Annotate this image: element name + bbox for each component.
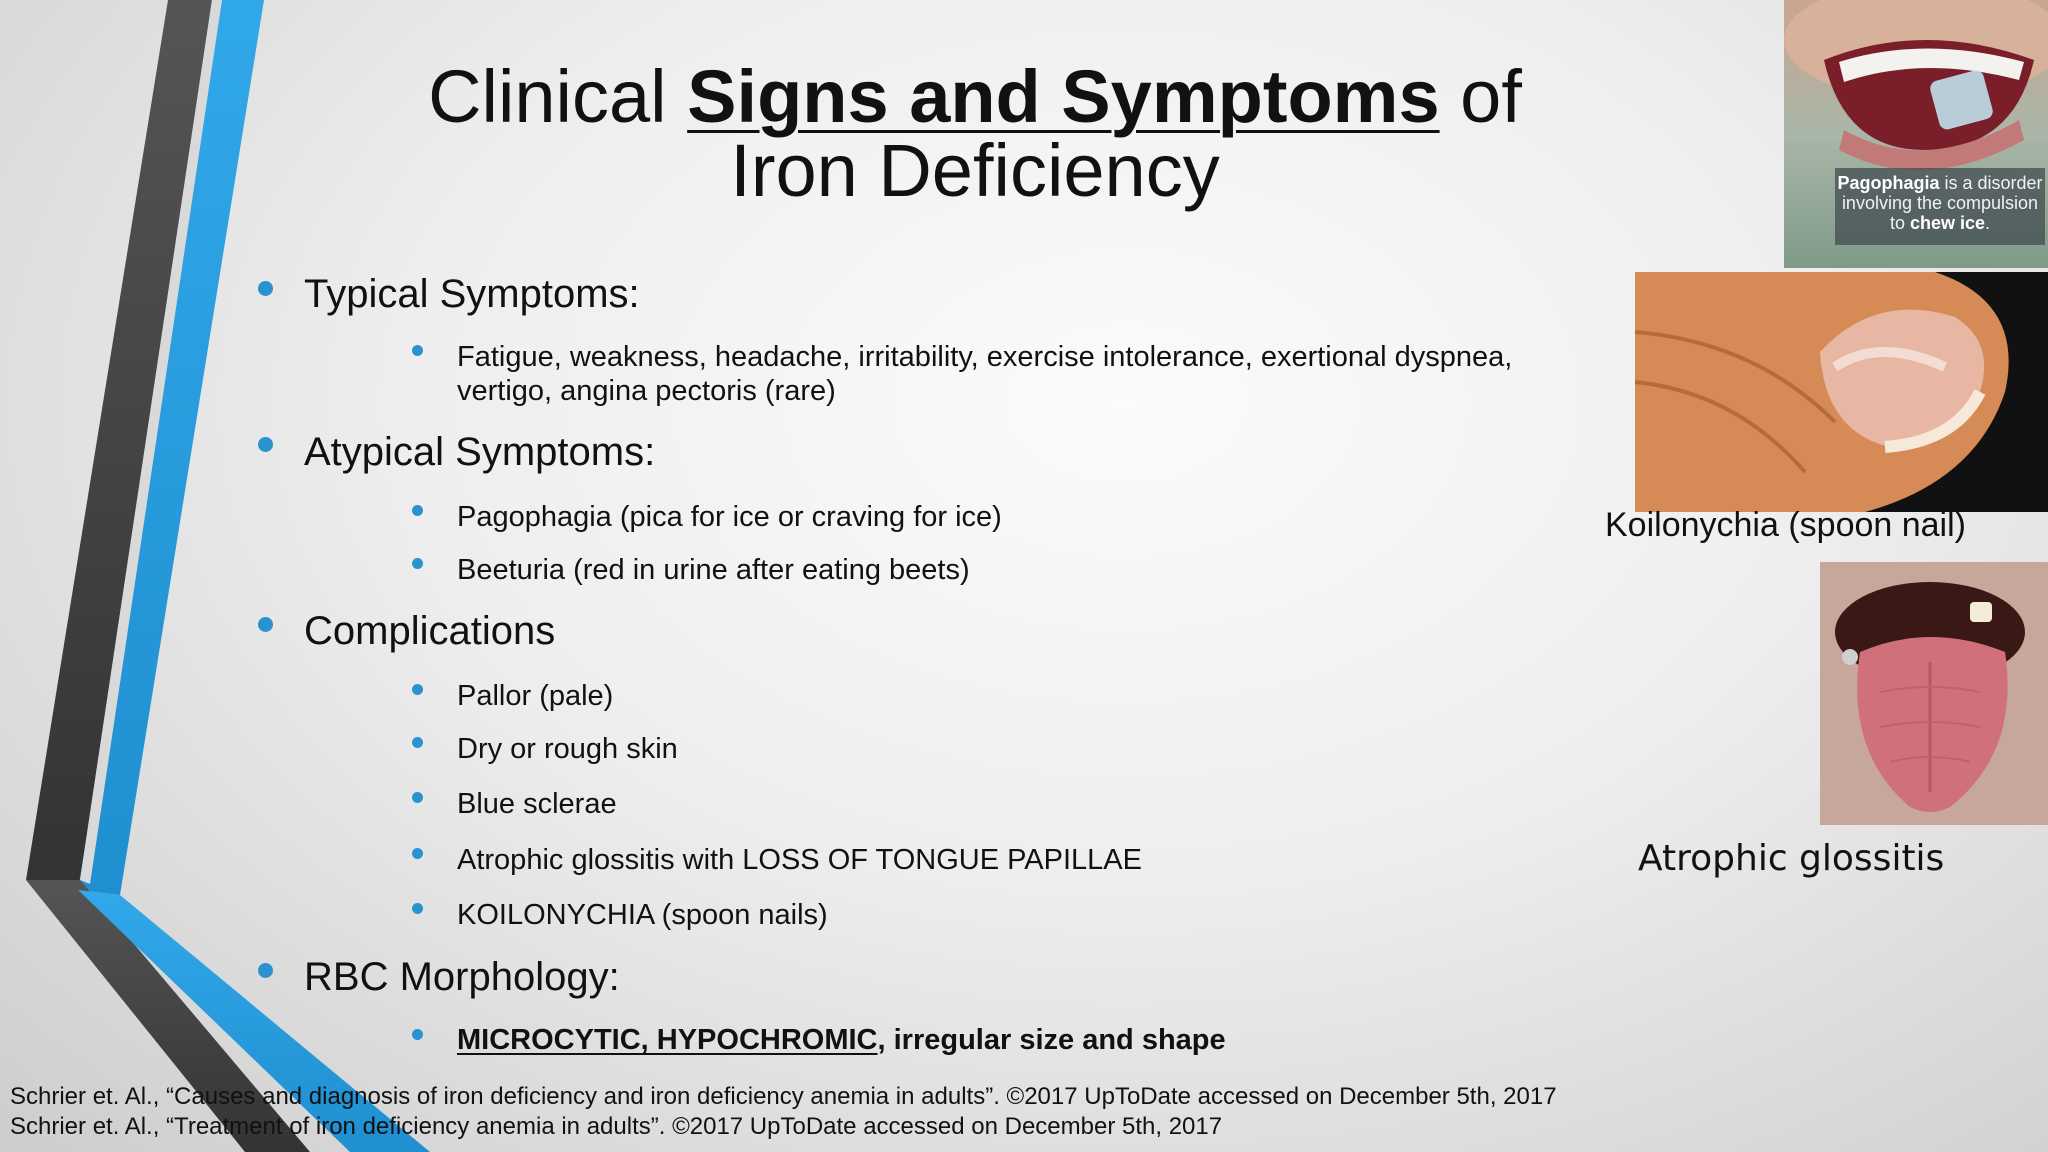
slide-title <box>350 55 1600 212</box>
rbc-item-rest: , irregular size and shape <box>877 1024 1226 1056</box>
koilonychia-caption: Koilonychia (spoon nail) <box>1605 506 1966 544</box>
section-heading-complications: Complications <box>304 609 556 653</box>
pagophagia-caption-text3: to <box>1889 213 1910 233</box>
bullet-dot <box>258 963 273 978</box>
complication-item-dry-skin: Dry or rough skin <box>457 733 678 765</box>
glossitis-caption: Atrophic glossitis <box>1638 838 1945 879</box>
pagophagia-caption-bold: Pagophagia <box>1837 173 1940 193</box>
pagophagia-caption-bold2: chew ice <box>1909 213 1986 233</box>
title-emphasis: Signs and Symptoms <box>687 55 1440 138</box>
references <box>10 1082 1557 1142</box>
atypical-item-beeturia: Beeturia (red in urine after eating beets) <box>457 554 970 586</box>
bullet-dot <box>412 505 423 516</box>
bullet-dot <box>258 437 273 452</box>
section-heading-atypical: Atypical Symptoms: <box>304 430 656 474</box>
title-line2: Iron Deficiency <box>730 129 1220 212</box>
complication-item-glossitis: Atrophic glossitis with LOSS OF TONGUE PAPILLAE <box>457 844 1142 876</box>
section-heading-typical: Typical Symptoms: <box>304 272 640 316</box>
bullet-dot <box>258 281 273 296</box>
tongue-illustration <box>1820 562 2048 825</box>
bullet-dot <box>412 848 423 859</box>
title-suffix: of <box>1439 55 1522 138</box>
bullet-dot <box>412 903 423 914</box>
bullet-dot <box>412 684 423 695</box>
typical-item-line2: vertigo, angina pectoris (rare) <box>457 375 836 407</box>
atypical-item-pagophagia: Pagophagia (pica for ice or craving for ice) <box>457 501 1002 533</box>
glossitis-image <box>1820 562 2048 825</box>
reference-1: Schrier et. Al., “Causes and diagnosis of iron deficiency and iron deficiency anemia in adults”. ©2017 UpToDate accessed on December 5th, 2017 <box>10 1083 1557 1110</box>
bullet-dot <box>412 792 423 803</box>
reference-2: Schrier et. Al., “Treatment of iron deficiency anemia in adults”. ©2017 UpToDate accessed on December 5th, 2017 <box>10 1113 1223 1140</box>
bullet-dot <box>258 617 273 632</box>
bullet-dot <box>412 737 423 748</box>
bullet-dot <box>412 558 423 569</box>
typical-item-line1: Fatigue, weakness, headache, irritability, exercise intolerance, exertional dyspnea, <box>457 341 1513 373</box>
bullet-dot <box>412 345 423 356</box>
koilonychia-image <box>1635 272 2048 512</box>
complication-item-koilonychia: KOILONYCHIA (spoon nails) <box>457 899 828 931</box>
fingernail-illustration <box>1635 272 2048 512</box>
section-heading-rbc: RBC Morphology: <box>304 955 620 999</box>
complication-item-pallor: Pallor (pale) <box>457 680 614 712</box>
pagophagia-caption-text4: . <box>1985 213 1991 233</box>
pagophagia-caption-text1: is a disorder <box>1939 173 2043 193</box>
rbc-item-underlined: MICROCYTIC, HYPOCHROMIC <box>457 1024 878 1056</box>
title-prefix: Clinical <box>428 55 688 138</box>
rbc-item <box>457 1023 1226 1057</box>
pagophagia-caption-box <box>1835 168 2045 245</box>
complication-item-blue-sclerae: Blue sclerae <box>457 788 617 820</box>
bullet-dot <box>412 1029 423 1040</box>
pagophagia-caption-text2: involving the compulsion <box>1841 193 2039 213</box>
